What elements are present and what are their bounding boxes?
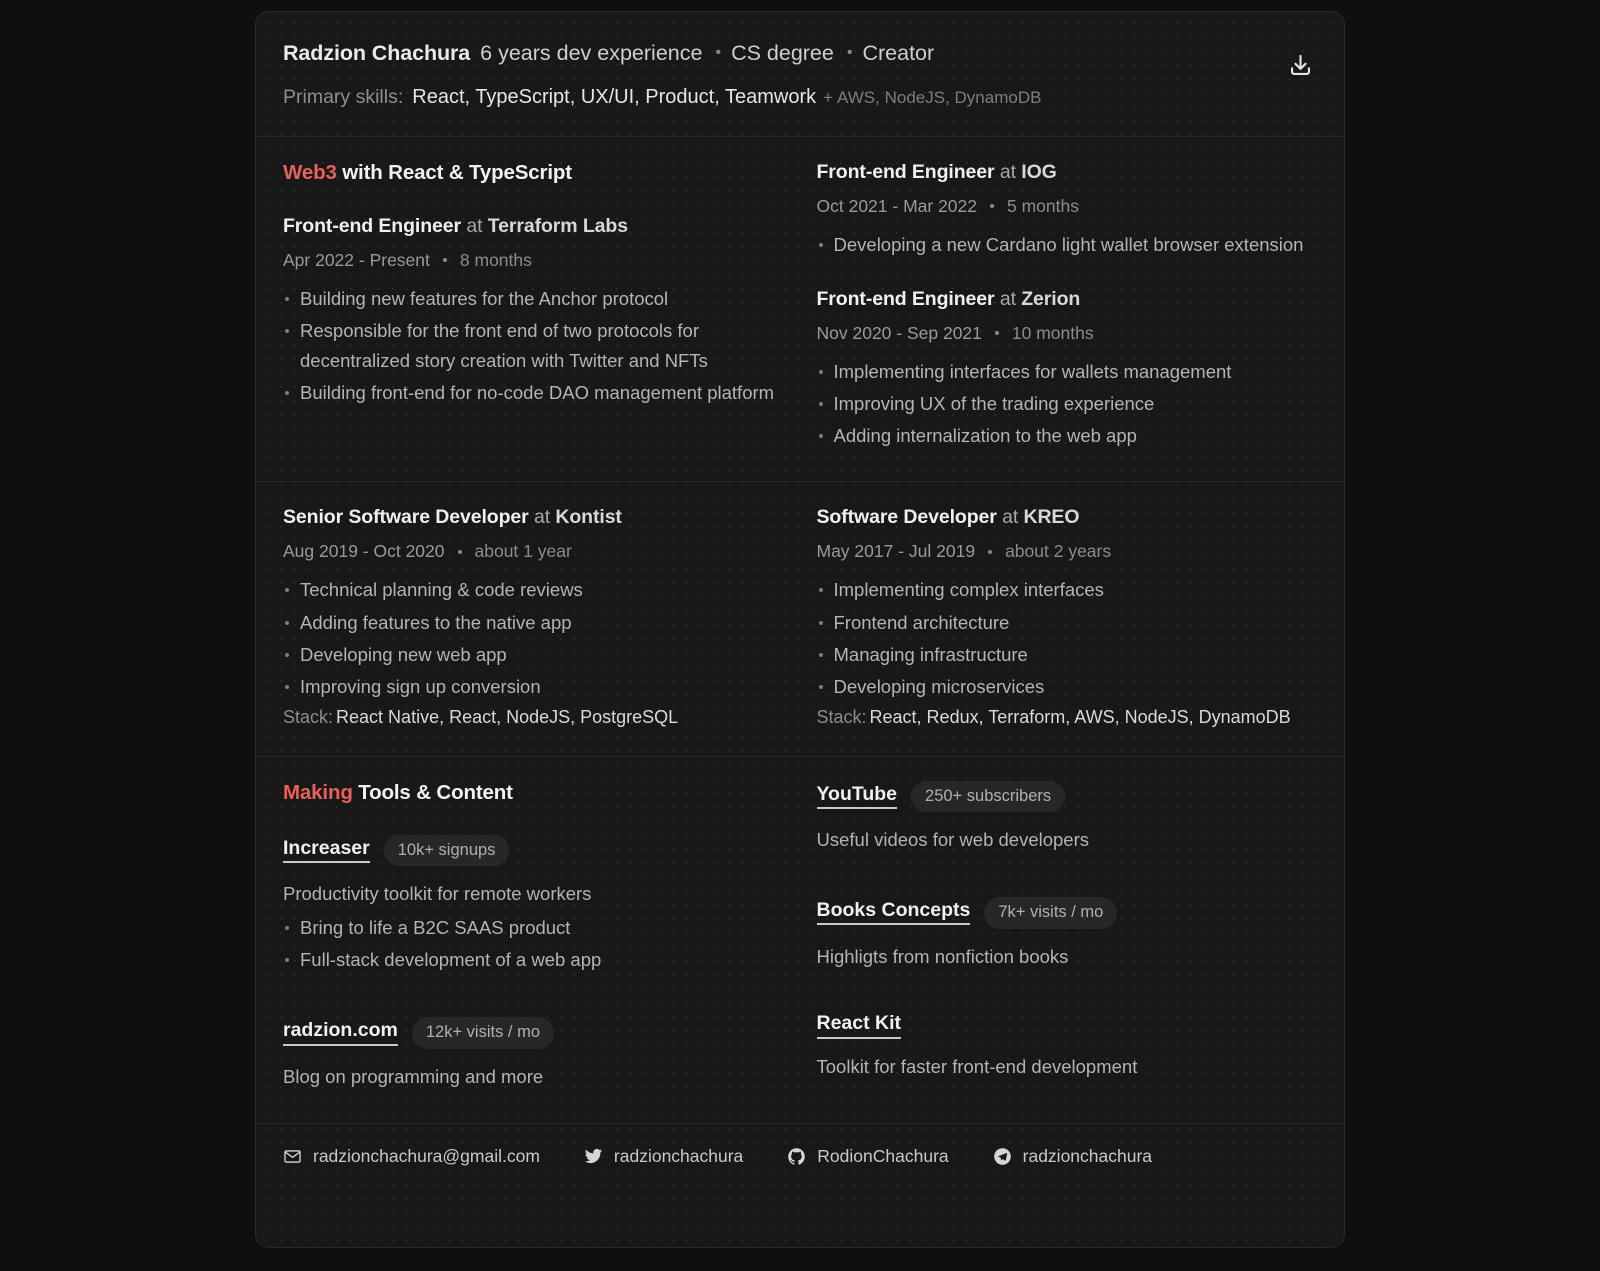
job-bullet: Frontend architecture [817,608,1315,638]
job-title [817,288,1315,311]
project-badge: 10k+ signups [384,835,510,867]
job-duration: about 1 year [474,541,572,562]
project-description: Productivity toolkit for remote workers [283,883,592,905]
job-date-range: May 2017 - Jul 2019 [816,541,976,562]
section-web3-title-rest: with React & TypeScript [336,160,572,184]
job-bullet: Building new features for the Anchor protocol [283,284,799,314]
job-date-range: Nov 2020 - Sep 2021 [816,322,982,343]
project-react-kit [817,1013,1315,1081]
section-web3-title [283,161,799,185]
job-bullet: Implementing interfaces for wallets management [817,357,1315,387]
job-duration: about 2 years [1005,541,1112,562]
project-bullet: Full-stack development of a web app [283,945,799,975]
project-increaser [283,835,799,975]
project-head [283,835,799,867]
job-dates-row [817,323,1315,344]
section-earlier-left-column [283,506,799,728]
job-date-range: Oct 2021 - Mar 2022 [816,195,977,216]
skills-plus-sign: + [823,87,834,107]
job-stack-row [283,707,799,728]
project-link-increaser[interactable]: Increaser [283,838,370,863]
job-at-word: at [994,160,1022,183]
job-at-word: at [996,506,1024,529]
project-radzion-com [283,1017,799,1091]
job-terraform-labs [283,215,799,409]
job-bullet: Developing microservices [817,672,1315,702]
job-stack-row [817,707,1315,728]
job-dates-dot-separator [458,550,462,554]
job-date-range: Apr 2022 - Present [283,249,430,270]
tagline-experience: 6 years dev experience [480,41,703,65]
cv-footer [256,1124,1344,1191]
project-bullet: Bring to life a B2C SAAS product [283,913,799,943]
section-making-left-column [283,781,799,1095]
job-role: Software Developer [816,506,997,529]
job-bullet: Implementing complex interfaces [817,575,1315,605]
job-stack-value: React Native, React, NodeJS, PostgreSQL [336,706,679,727]
job-bullet-list [283,284,799,409]
section-web3-title-accent: Web3 [283,160,337,184]
contact-twitter[interactable] [584,1146,743,1167]
project-description: Blog on programming and more [283,1065,544,1087]
section-web3 [256,137,1344,483]
project-head [817,897,1315,929]
job-title [283,215,799,238]
contact-telegram-label: radzionchachura [1022,1146,1153,1167]
skills-primary: React, TypeScript, UX/UI, Product, Teamwork [412,85,817,108]
tagline-degree: CS degree [731,41,834,65]
job-title [283,506,799,529]
job-company: Terraform Labs [487,214,628,237]
project-link-youtube[interactable]: YouTube [817,784,898,809]
project-head [283,1017,799,1049]
job-bullet: Managing infrastructure [817,640,1315,670]
section-web3-right-column [799,161,1315,454]
contact-github[interactable] [787,1146,948,1167]
job-role: Front-end Engineer [283,214,462,237]
job-role: Senior Software Developer [283,506,529,529]
job-zerion [817,288,1315,451]
contact-telegram[interactable] [993,1146,1152,1167]
job-bullet-list [817,575,1315,702]
job-dates-dot-separator [443,258,447,262]
project-description: Useful videos for web developers [816,829,1090,851]
project-youtube [817,781,1315,855]
job-bullet-list [817,357,1315,451]
job-at-word: at [994,287,1022,310]
section-making-title [283,781,799,805]
project-link-radzion-com[interactable]: radzion.com [283,1020,398,1045]
job-at-word: at [461,214,488,237]
job-dates-row [817,541,1315,562]
github-icon [787,1147,806,1166]
project-bullet-list [283,913,799,975]
email-icon [283,1147,302,1166]
job-bullet: Developing new web app [283,640,799,670]
job-dates-row [283,250,799,271]
project-description: Toolkit for faster front-end development [816,1055,1138,1077]
job-dates-row [283,541,799,562]
job-role: Front-end Engineer [816,287,995,310]
job-dates-dot-separator [988,550,992,554]
header-tagline-row [283,41,1314,67]
section-earlier-right-column [799,506,1315,728]
cv-card [255,11,1345,1248]
job-duration: 5 months [1007,195,1079,216]
job-stack-value: React, Redux, Terraform, AWS, NodeJS, DynamoDB [869,706,1291,727]
project-head [817,1013,1315,1038]
section-making-right-column [799,781,1315,1095]
contact-github-label: RodionChachura [817,1146,949,1167]
job-bullet: Developing a new Cardano light wallet browser extension [817,230,1315,260]
twitter-icon [584,1147,603,1166]
project-link-react-kit[interactable]: React Kit [817,1013,902,1038]
job-at-word: at [528,506,556,529]
job-company: Kontist [555,506,622,529]
tagline-separator-1: • [715,44,722,61]
job-bullet: Responsible for the front end of two protocols for decentralized story creation with Twitter and NFTs [283,316,799,376]
job-title [817,161,1315,184]
job-duration: 8 months [459,249,532,270]
job-stack-label: Stack: [816,706,867,727]
job-bullet-list [817,230,1315,260]
project-description: Highligts from nonfiction books [816,945,1069,967]
contact-twitter-label: radzionchachura [613,1146,744,1167]
job-stack-label: Stack: [283,706,334,727]
header-skills-row [283,85,1314,110]
tagline-creator: Creator [862,41,935,65]
job-dates-dot-separator [990,204,994,208]
project-books-concepts [817,897,1315,971]
section-making-title-rest: Tools & Content [352,780,513,804]
job-title [817,506,1315,529]
job-role: Front-end Engineer [816,160,995,183]
telegram-icon [993,1147,1012,1166]
job-duration: 10 months [1011,322,1094,343]
job-dates-row [817,196,1315,217]
job-bullet: Adding features to the native app [283,608,799,638]
job-kontist [283,506,799,728]
job-date-range: Aug 2019 - Oct 2020 [283,541,445,562]
job-iog [817,161,1315,260]
job-bullet-list [283,575,799,702]
section-making-title-accent: Making [283,780,353,804]
job-kreo [817,506,1315,728]
download-button[interactable] [1283,48,1317,82]
section-web3-left-column [283,161,799,454]
job-bullet: Technical planning & code reviews [283,575,799,605]
job-company: Zerion [1021,287,1081,310]
job-bullet: Building front-end for no-code DAO management platform [283,378,799,408]
job-bullet: Improving UX of the trading experience [817,389,1315,419]
cv-header [256,12,1344,137]
project-badge: 12k+ visits / mo [412,1017,554,1049]
job-company: IOG [1021,160,1057,183]
skills-label: Primary skills: [283,85,404,108]
project-badge: 250+ subscribers [911,781,1065,813]
person-name: Radzion Chachura [283,41,471,65]
job-dates-dot-separator [995,331,999,335]
skills-secondary: AWS, NodeJS, DynamoDB [837,87,1042,107]
project-head [817,781,1315,813]
project-link-books-concepts[interactable]: Books Concepts [817,900,971,925]
contact-email-label: radzionchachura@gmail.com [313,1146,540,1167]
project-badge: 7k+ visits / mo [984,897,1117,929]
tagline-separator-2: • [846,44,853,61]
download-icon [1287,52,1314,79]
section-making [256,757,1344,1124]
job-company: KREO [1023,506,1080,529]
job-bullet: Improving sign up conversion [283,672,799,702]
contact-email[interactable] [283,1146,540,1167]
job-bullet: Adding internalization to the web app [817,421,1315,451]
section-experience-earlier [256,482,1344,757]
